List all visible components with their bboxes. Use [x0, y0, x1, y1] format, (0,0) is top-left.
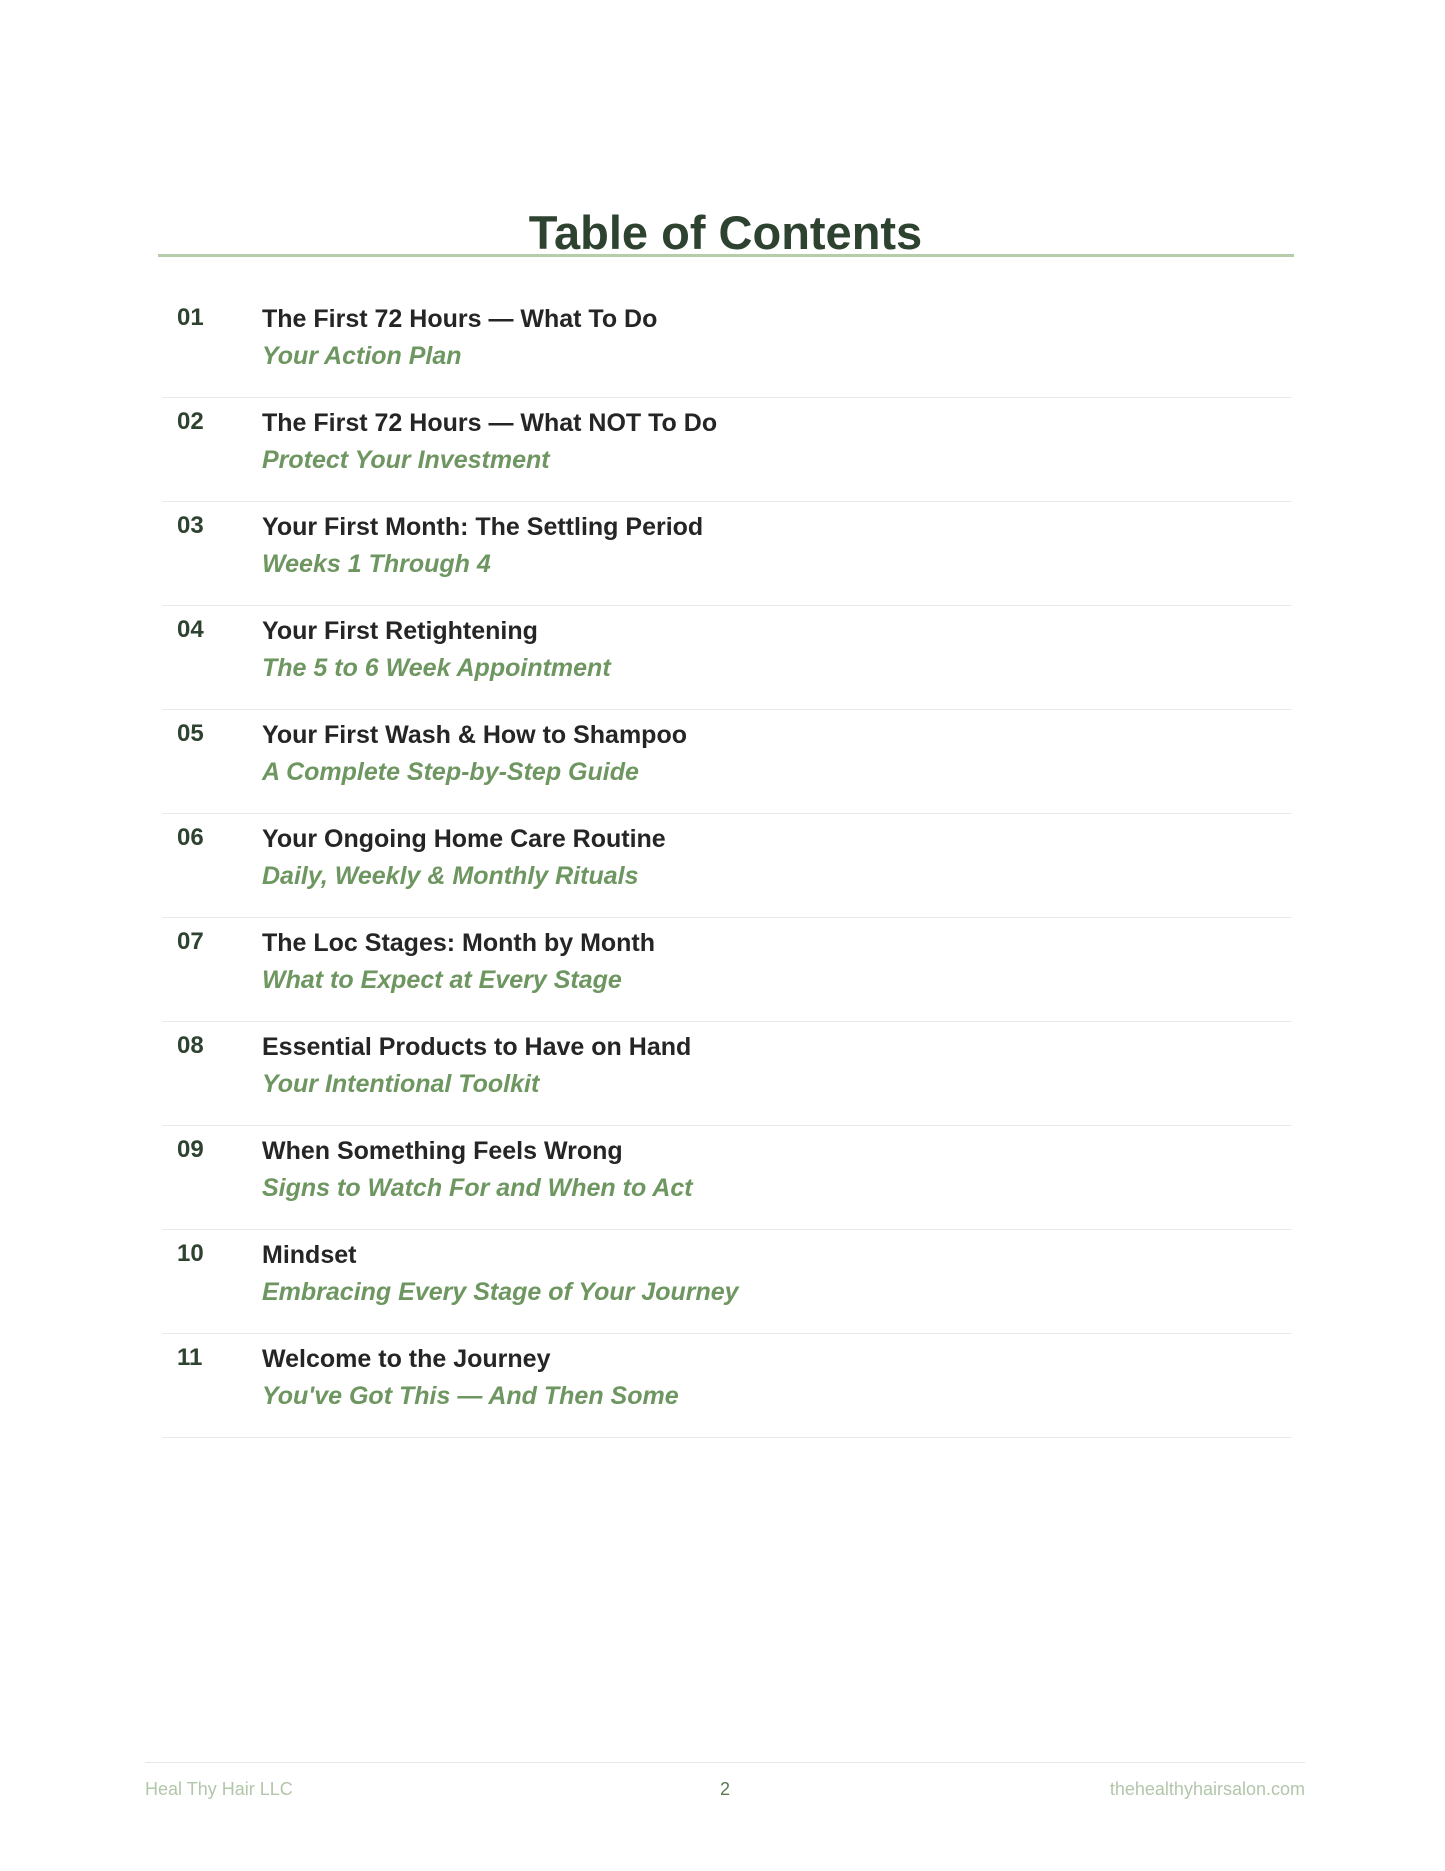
- toc-number: 11: [177, 1344, 203, 1371]
- toc-entry-08[interactable]: [162, 1022, 1292, 1126]
- toc-subtitle: Weeks 1 Through 4: [262, 550, 491, 578]
- toc-number: 06: [177, 824, 204, 851]
- page-title: Table of Contents: [528, 206, 923, 259]
- toc-heading: Welcome to the Journey: [262, 1345, 551, 1373]
- toc-number: 02: [177, 408, 204, 435]
- footer-divider: [145, 1762, 1305, 1763]
- toc-number: 05: [177, 720, 204, 747]
- toc-subtitle: Your Intentional Toolkit: [262, 1070, 540, 1098]
- toc-number: 03: [177, 512, 204, 539]
- toc-subtitle: Protect Your Investment: [262, 446, 550, 474]
- toc-subtitle: Daily, Weekly & Monthly Rituals: [262, 862, 639, 890]
- toc-number: 07: [177, 928, 204, 955]
- toc-entry-10[interactable]: [162, 1230, 1292, 1334]
- toc-heading: Your First Month: The Settling Period: [262, 513, 704, 541]
- footer-page-number: 2: [719, 1779, 730, 1799]
- toc-number: 01: [177, 304, 204, 331]
- toc-number: 04: [177, 616, 204, 643]
- toc-number: 09: [177, 1136, 204, 1163]
- toc-subtitle: A Complete Step-by-Step Guide: [262, 758, 639, 786]
- footer-company: Heal Thy Hair LLC: [145, 1779, 293, 1799]
- toc-entry-02[interactable]: [162, 398, 1292, 502]
- toc-heading: When Something Feels Wrong: [262, 1137, 623, 1165]
- toc-entry-11[interactable]: [162, 1334, 1292, 1438]
- toc-subtitle: You've Got This — And Then Some: [262, 1382, 679, 1410]
- toc-subtitle: Signs to Watch For and When to Act: [262, 1174, 693, 1202]
- toc-subtitle: The 5 to 6 Week Appointment: [262, 654, 611, 682]
- toc-heading: Your Ongoing Home Care Routine: [262, 825, 666, 853]
- toc-subtitle: Your Action Plan: [262, 342, 462, 370]
- title-divider: [158, 254, 1294, 257]
- toc-heading: Mindset: [262, 1241, 357, 1269]
- toc-heading: Essential Products to Have on Hand: [262, 1033, 692, 1061]
- toc-entry-03[interactable]: [162, 502, 1292, 606]
- toc-heading: The Loc Stages: Month by Month: [262, 929, 656, 957]
- toc-number: 10: [177, 1240, 204, 1267]
- toc-heading: Your First Retightening: [262, 617, 538, 645]
- toc-entry-06[interactable]: [162, 814, 1292, 918]
- footer-website: thehealthyhairsalon.com: [1109, 1779, 1305, 1799]
- page-footer: [145, 1777, 1305, 1801]
- toc-heading: Your First Wash & How to Shampoo: [262, 721, 687, 749]
- toc-entry-01[interactable]: [162, 294, 1292, 398]
- toc-entry-05[interactable]: [162, 710, 1292, 814]
- toc-heading: The First 72 Hours — What To Do: [262, 305, 658, 333]
- toc-number: 08: [177, 1032, 204, 1059]
- toc-subtitle: What to Expect at Every Stage: [262, 966, 622, 994]
- toc-entry-04[interactable]: [162, 606, 1292, 710]
- toc-heading: The First 72 Hours — What NOT To Do: [262, 409, 718, 437]
- toc-entry-07[interactable]: [162, 918, 1292, 1022]
- title-block: [158, 205, 1293, 261]
- toc-entry-09[interactable]: [162, 1126, 1292, 1230]
- toc-subtitle: Embracing Every Stage of Your Journey: [262, 1278, 739, 1306]
- table-of-contents: [162, 294, 1292, 1438]
